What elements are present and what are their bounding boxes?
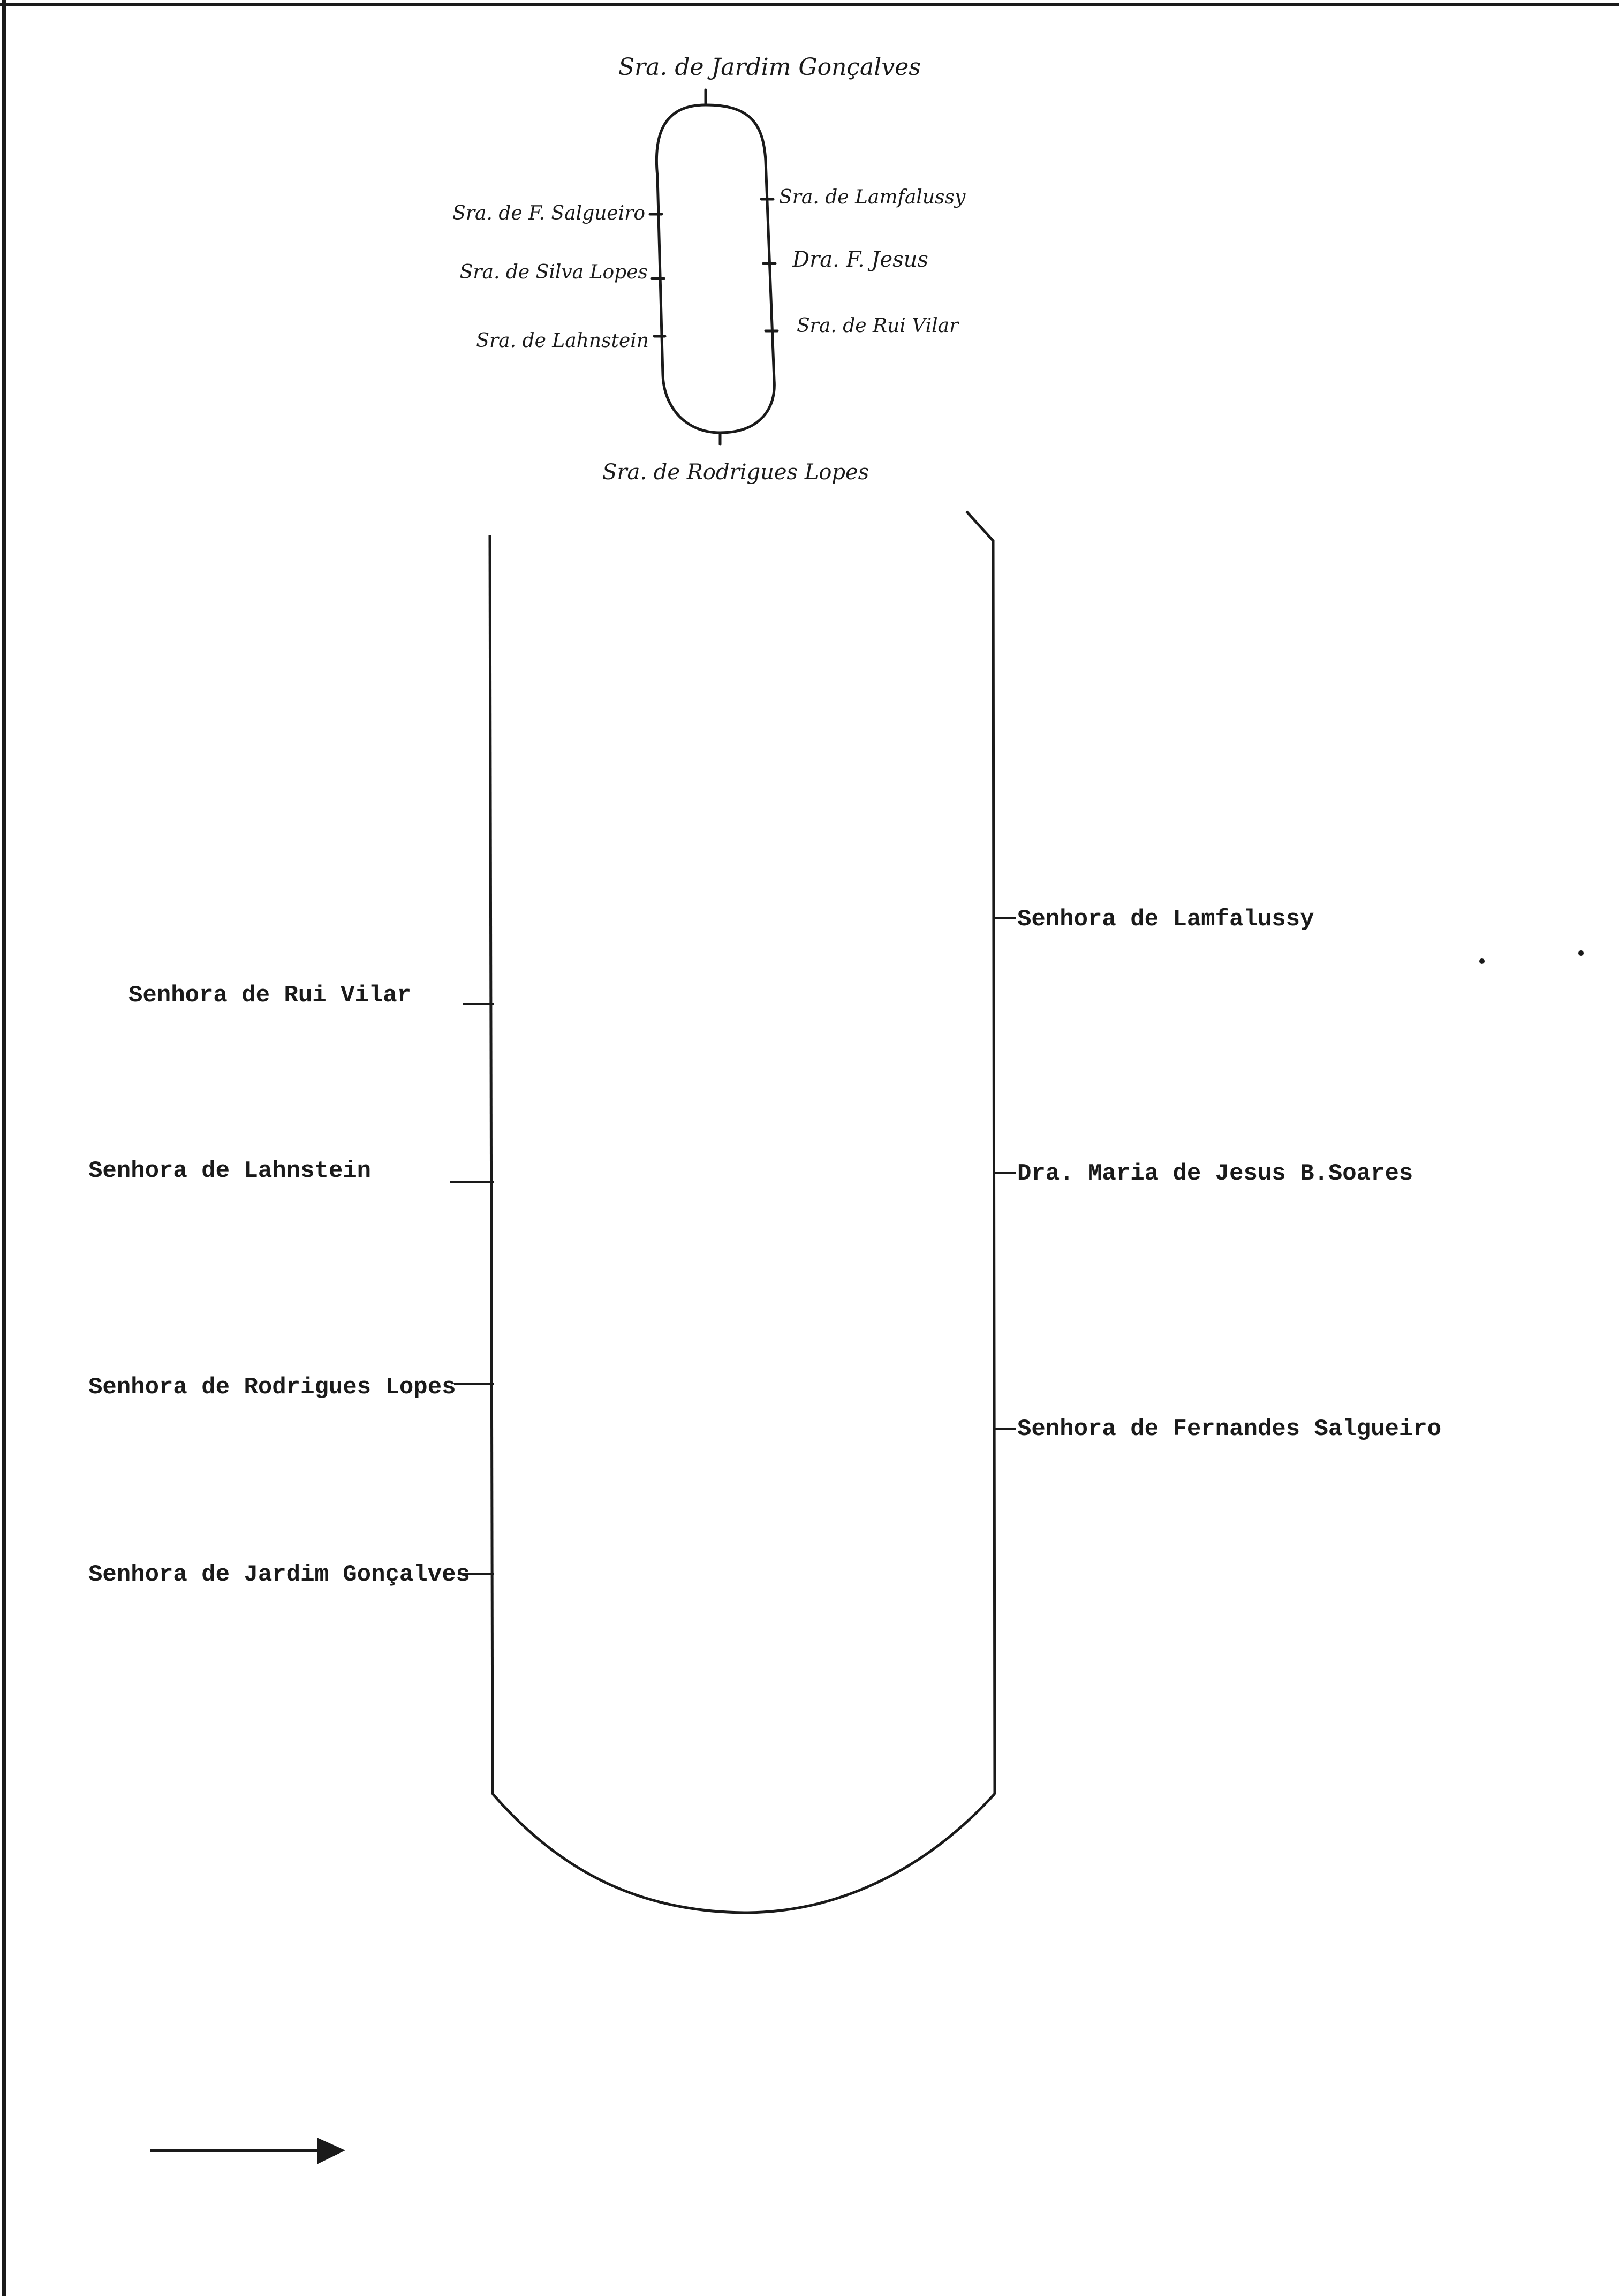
sketch-labels: [452, 54, 966, 485]
stray-marks: [1479, 950, 1584, 964]
seat-ticks: [450, 918, 1016, 1574]
sketch-table: [650, 90, 777, 444]
sketch-label-right-1: Sra. de Lamfalussy: [779, 186, 966, 208]
seat-label-right-2: Dra. Maria de Jesus B.Soares: [1017, 1160, 1413, 1187]
seat-label-left-1: Senhora de Rui Vilar: [128, 982, 412, 1009]
sketch-label-top: Sra. de Jardim Gonçalves: [618, 54, 921, 81]
seat-label-right-1: Senhora de Lamfalussy: [1017, 906, 1314, 933]
seat-label-right-3: Senhora de Fernandes Salgueiro: [1017, 1416, 1442, 1442]
sketch-label-right-2: Dra. F. Jesus: [792, 247, 928, 272]
sketch-label-left-2: Sra. de Silva Lopes: [459, 261, 648, 283]
sketch-label-left-3: Sra. de Lahnstein: [476, 330, 649, 352]
sketch-label-right-3: Sra. de Rui Vilar: [797, 315, 959, 337]
arrow-icon: [150, 2138, 345, 2164]
table-outline: [490, 511, 995, 1913]
sketch-label-left-1: Sra. de F. Salgueiro: [452, 202, 645, 224]
seat-label-left-3: Senhora de Rodrigues Lopes: [88, 1374, 456, 1401]
seat-labels: [88, 906, 1441, 1588]
seat-label-left-4: Senhora de Jardim Gonçalves: [88, 1561, 470, 1588]
seat-label-left-2: Senhora de Lahnstein: [88, 1158, 372, 1184]
sketch-label-bottom: Sra. de Rodrigues Lopes: [602, 460, 869, 485]
